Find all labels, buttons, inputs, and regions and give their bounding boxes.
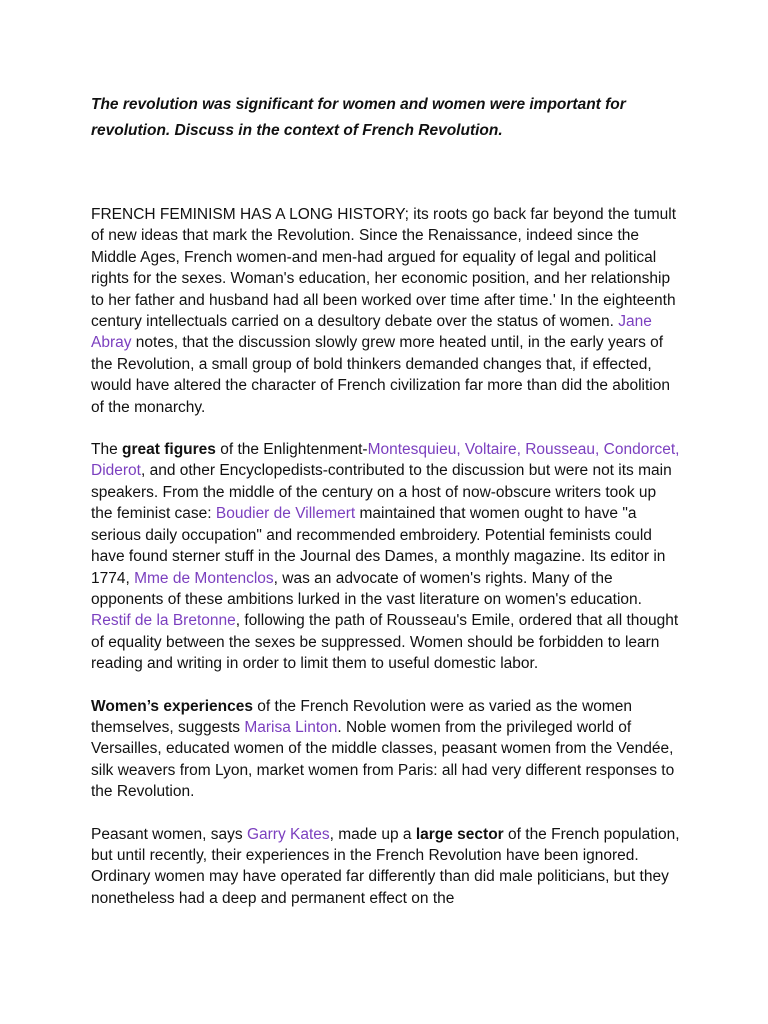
link-enlightenment-figures[interactable]: Montesquieu, Voltaire, Rousseau, Condorcet, Diderot xyxy=(91,441,680,480)
bold-large-sector: large sector xyxy=(415,825,504,843)
question-heading: The revolution was significant for women and women were important for revolution. Discuss in the context of French Revolution. xyxy=(91,96,626,139)
link-restif-de-la-bretonne[interactable]: Restif de la Bretonne xyxy=(91,612,236,630)
paragraph-peasant-women xyxy=(91,824,681,910)
text-segment: , was an advocate of women's rights. Many of the opponents of these ambitions lurked in the vast literature on women's education. xyxy=(91,569,642,608)
text-segment: The xyxy=(91,441,123,459)
paragraph-great-figures xyxy=(91,439,681,674)
text-segment: of the French Revolution were as varied as the women themselves, suggests xyxy=(91,697,633,736)
paragraph-womens-experiences xyxy=(91,696,681,803)
text-segment: maintained that women ought to have "a serious daily occupation" and recommended embroidery. Potential feminists could have found sterner stuff in the Journal des Dames, a monthly magazine. Its editor in 1774, xyxy=(91,505,666,587)
text-segment: Peasant women, says xyxy=(91,825,247,843)
link-marisa-linton[interactable]: Marisa Linton xyxy=(244,718,338,736)
document-page xyxy=(91,92,681,909)
bold-great-figures: great figures xyxy=(122,441,216,459)
text-segment: of the Enlightenment- xyxy=(215,441,368,459)
link-jane-abray[interactable]: Jane Abray xyxy=(91,313,652,352)
bold-womens-experiences: Women’s experiences xyxy=(91,697,253,715)
link-boudier-de-villemert[interactable]: Boudier de Villemert xyxy=(215,505,356,523)
link-garry-kates[interactable]: Garry Kates xyxy=(246,825,330,843)
text-segment: . Noble women from the privileged world of Versailles, educated women of the middle classes, peasant women from the Vendée, silk weavers from Lyon, market women from Paris: all had very different responses to the Revolution. xyxy=(91,718,675,801)
text-segment: , following the path of Rousseau's Emile, ordered that all thought of equality between the sexes be suppressed. Women should be forbidden to learn reading and writing in order to limit them to useful domestic labor. xyxy=(91,612,679,673)
text-segment: , and other Encyclopedists-contributed to the discussion but were not its main speakers. From the middle of the century on a host of now-obscure writers took up the feminist case: xyxy=(91,462,672,523)
text-segment: FRENCH FEMINISM HAS A LONG HISTORY; its roots go back far beyond the tumult of new ideas that mark the Revolution. Since the Renaissance, indeed since the Middle Ages, French women-and men-had argued for equality of legal and political rights for the sexes. Woman's education, her economic position, and her relationship to her father and husband had all been worked over time after time.' In the eighteenth century intellectuals carried on a desultory debate over the status of women. xyxy=(91,206,677,331)
text-segment: , made up a xyxy=(329,825,416,843)
text-segment: notes, that the discussion slowly grew more heated until, in the early years of the Revolution, a small group of bold thinkers demanded changes that, if effected, would have altered the character of French civilization far more than did the abolition of the monarchy. xyxy=(91,334,670,416)
link-mme-de-montenclos[interactable]: Mme de Montenclos xyxy=(134,569,274,587)
text-segment: of the French population, but until recently, their experiences in the French Revolution have been ignored. Ordinary women may have operated far differently than did male politicians, but they nonetheless had a deep and permanent effect on the xyxy=(91,825,680,907)
paragraph-french-feminism xyxy=(91,204,681,418)
